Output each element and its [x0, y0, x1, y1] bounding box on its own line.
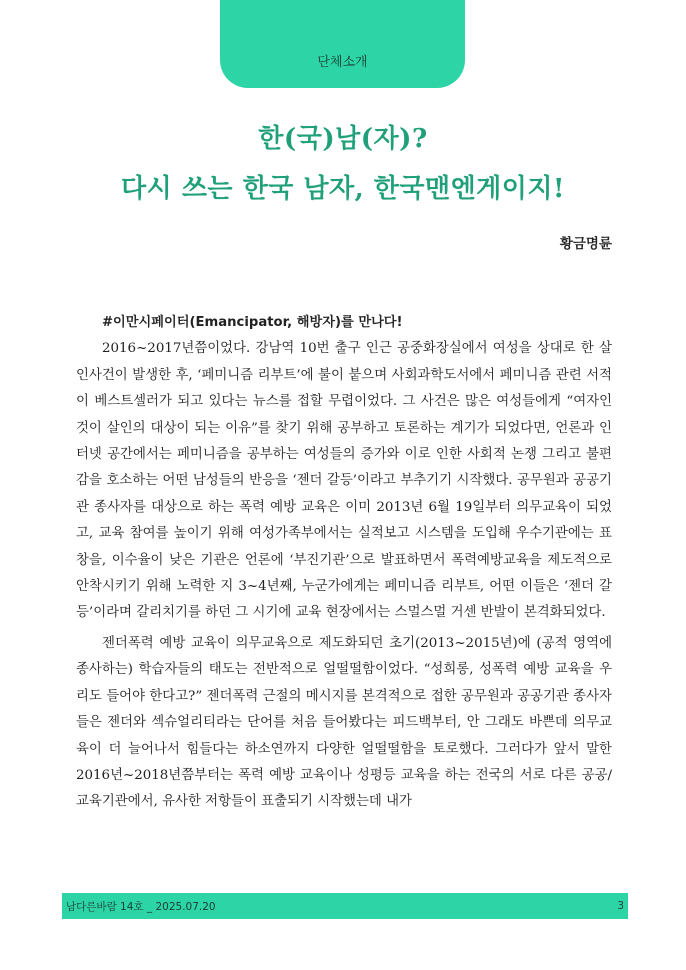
- author-name: 황금명륜: [559, 236, 612, 252]
- section-label: 단체소개: [317, 55, 368, 70]
- footer-issue-info: 남다른바람 14호 _ 2025.07.20: [66, 900, 216, 913]
- section-tab: [220, 0, 465, 88]
- page-number: 3: [617, 900, 624, 912]
- footer-bar: [62, 893, 628, 919]
- paragraph: 2016~2017년쯤이었다. 강남역 10번 출구 인근 공중화장실에서 여성을 상대로 한 살인사건이 발생한 후, ‘페미니즘 리부트’에 불이 붙으며 사회과학도서에서 페미니즘 관련 서적이 베스트셀러가 되고 있다는 뉴스를 접할 무렵이었다. 그 사건은 많은 여성들에게 “여자인 것이 살인의 대상이 되는 이유”를 찾기 위해 공부하고 토론하는 계기가 되었다면, 언론과 인터넷 공간에서는 페미니즘을 공부하는 여성들의 증가와 이로 인한 사회적 논쟁 그리고 불편감을 호소하는 어떤 남성들의 반응을 ‘젠더 갈등’이라고 부추기기 시작했다. 공무원과 공공기관 종사자를 대상으로 하는 폭력 예방 교육은 이미 2013년 6월 19일부터 의무교육이 되었고, 교육 참여를 높이기 위해 여성가족부에서는 실적보고 시스템을 도입해 우수기관에는 표창을, 이수율이 낮은 기관은 언론에 ‘부진기관’으로 발표하면서 폭력예방교육을 제도적으로 안착시키기 위해 노력한 지 3~4년째, 누군가에게는 페미니즘 리부트, 어떤 이들은 ‘젠더 갈등’이라며 갈리치기를 하던 그 시기에 교육 현장에서는 스멀스멀 거센 반발이 본격화되었다.: [76, 341, 612, 621]
- article-body: [76, 310, 612, 816]
- section-heading: #이만시페이터(Emancipator, 해방자)를 만나다!: [102, 315, 403, 330]
- article-title-line1: 한(국)남(자)?: [258, 124, 428, 154]
- paragraph: 젠더폭력 예방 교육이 의무교육으로 제도화되던 초기(2013~2015년)에 (공적 영역에 종사하는) 학습자들의 태도는 전반적으로 얼떨떨함이었다. “성희롱, 성폭력 예방 교육을 우리도 들어야 한다고?” 젠더폭력 근절의 메시지를 본격적으로 접한 공무원과 공공기관 종사자들은 젠더와 섹슈얼리티라는 단어를 처음 들어봤다는 피드백부터, 안 그래도 바쁜데 의무교육이 더 늘어나서 힘들다는 하소연까지 다양한 얼떨떨함을 토로했다. 그러다가 앞서 말한 2016년~2018년쯤부터는 폭력 예방 교육이나 성평등 교육을 하는 전국의 서로 다른 공공/교육기관에서, 유사한 저항들이 표출되기 시작했는데 내가: [76, 635, 612, 810]
- article-title-line2: 다시 쓰는 한국 남자, 한국맨엔게이지!: [121, 174, 565, 204]
